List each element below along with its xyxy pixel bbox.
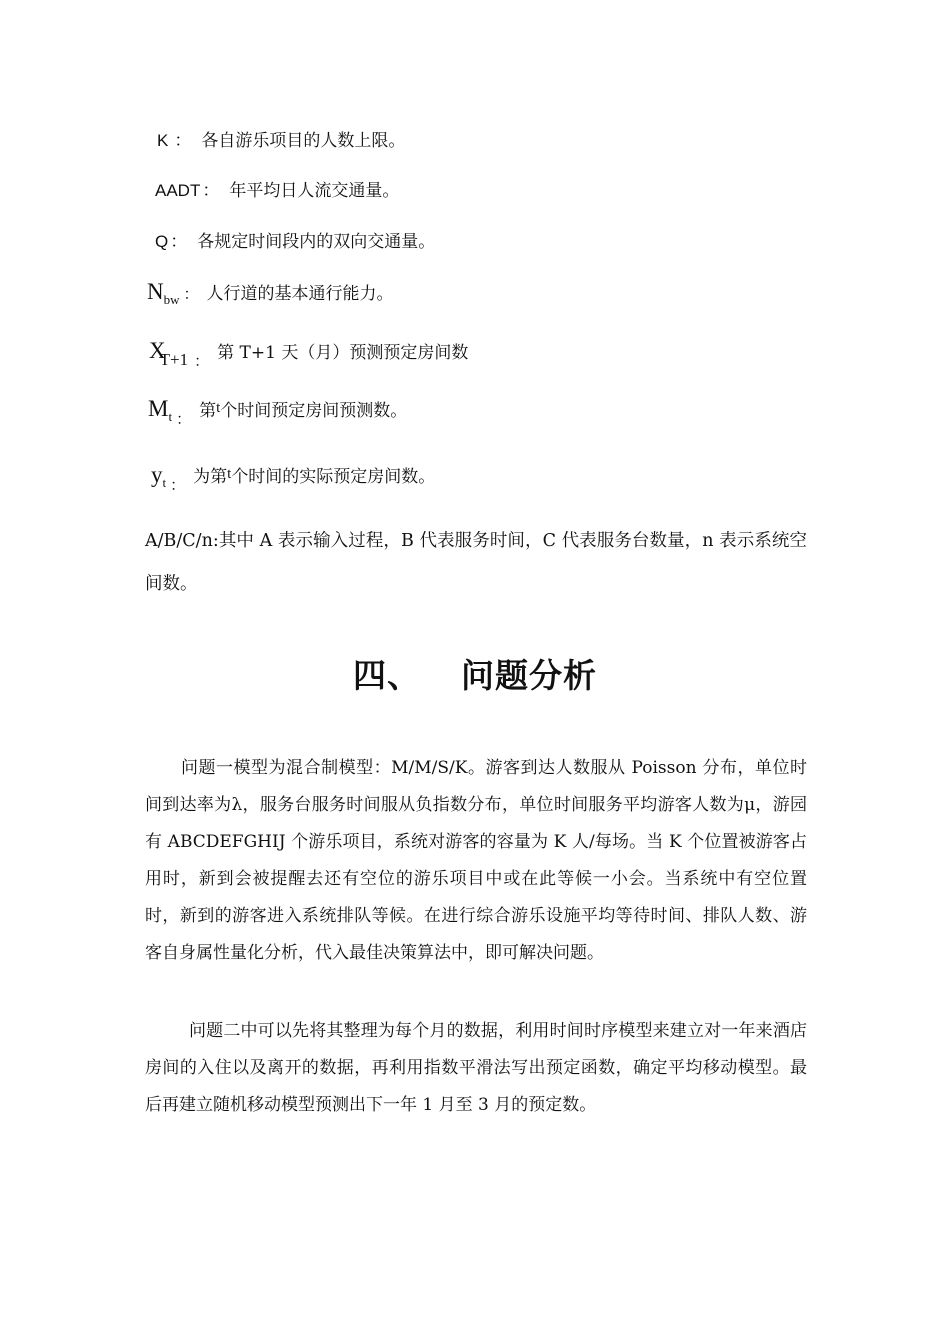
symbol-x: X xyxy=(149,338,166,363)
colon: ： xyxy=(176,410,192,428)
section-heading xyxy=(0,651,950,701)
definition-text: 各自游乐项目的人数上限。 xyxy=(201,131,406,151)
definition-nbw xyxy=(145,277,394,310)
definition-text: 年平均日人流交通量。 xyxy=(229,181,400,201)
section-number: 四、 xyxy=(353,656,421,695)
definition-text-after: 个时间的实际预定房间数。 xyxy=(231,467,436,487)
colon: ： xyxy=(183,285,199,303)
paragraph-problem-two: 问题二中可以先将其整理为每个月的数据，利用时间时序模型来建立对一年来酒店房间的入住以及离开的数据，再利用指数平滑法写出预定函数，确定平均移动模型。最后再建立随机移动模型预测出下一年 1 月至 3 月的预定数。 xyxy=(145,1021,807,1115)
colon: ： xyxy=(174,131,192,151)
definition-text: 人行道的基本通行能力。 xyxy=(206,284,394,304)
symbol-aadt: AADT xyxy=(155,181,201,200)
subscript-t1: T+1 xyxy=(159,350,189,369)
symbol-n: N xyxy=(147,279,164,304)
notation-paragraph: A/B/C/n:其中 A 表示输入过程，B 代表服务时间，C 代表服务台数量，n 表示系统空间数。 xyxy=(145,531,807,594)
definition-yt xyxy=(145,460,435,493)
symbol-m: M xyxy=(148,396,169,421)
colon: ： xyxy=(194,352,210,370)
subscript-t: t xyxy=(162,475,167,490)
definition-text: 第 T+1 天（月）预测预定房间数 xyxy=(217,343,469,363)
subscript-bw: bw xyxy=(163,292,180,307)
paragraph-problem-one: 问题一模型为混合制模型：M/M/S/K。游客到达人数服从 Poisson 分布，单位时间到达率为λ，服务台服务时间服从负指数分布，单位时间服务平均游客人数为μ，游园有 ABCDEFGHIJ 个游乐项目，系统对游客的容量为 K 人/每场。当 K 个位置被游客占用时，新到会被提醒去还有空位的游乐项目中或在此等候一小会。当系统中有空位置时，新到的游客进入系统排队等候。在进行综合游乐设施平均等待时间、排队人数、游客自身属性量化分析，代入最佳决策算法中，即可解决问题。 xyxy=(145,758,807,963)
colon: ： xyxy=(202,181,220,201)
definition-text-before: 为第 xyxy=(193,467,228,487)
symbol-y: y xyxy=(151,462,163,487)
definition-aadt xyxy=(145,180,399,202)
colon: ： xyxy=(170,232,188,252)
definition-k xyxy=(145,130,405,152)
definition-q xyxy=(145,231,435,253)
subscript-t: t xyxy=(168,409,173,424)
definition-text: 各规定时间段内的双向交通量。 xyxy=(197,232,436,252)
definition-xt1 xyxy=(145,336,468,368)
definition-text-before: 第 xyxy=(199,401,217,421)
inline-symbol-t: t xyxy=(227,466,232,482)
definition-mt xyxy=(145,394,407,427)
colon: ： xyxy=(170,476,186,494)
inline-symbol-t: t xyxy=(216,400,221,416)
section-title: 问题分析 xyxy=(461,656,597,695)
definition-text-after: 个时间预定房间预测数。 xyxy=(220,401,408,421)
symbol-k: K xyxy=(157,131,169,150)
symbol-q: Q xyxy=(155,232,169,251)
